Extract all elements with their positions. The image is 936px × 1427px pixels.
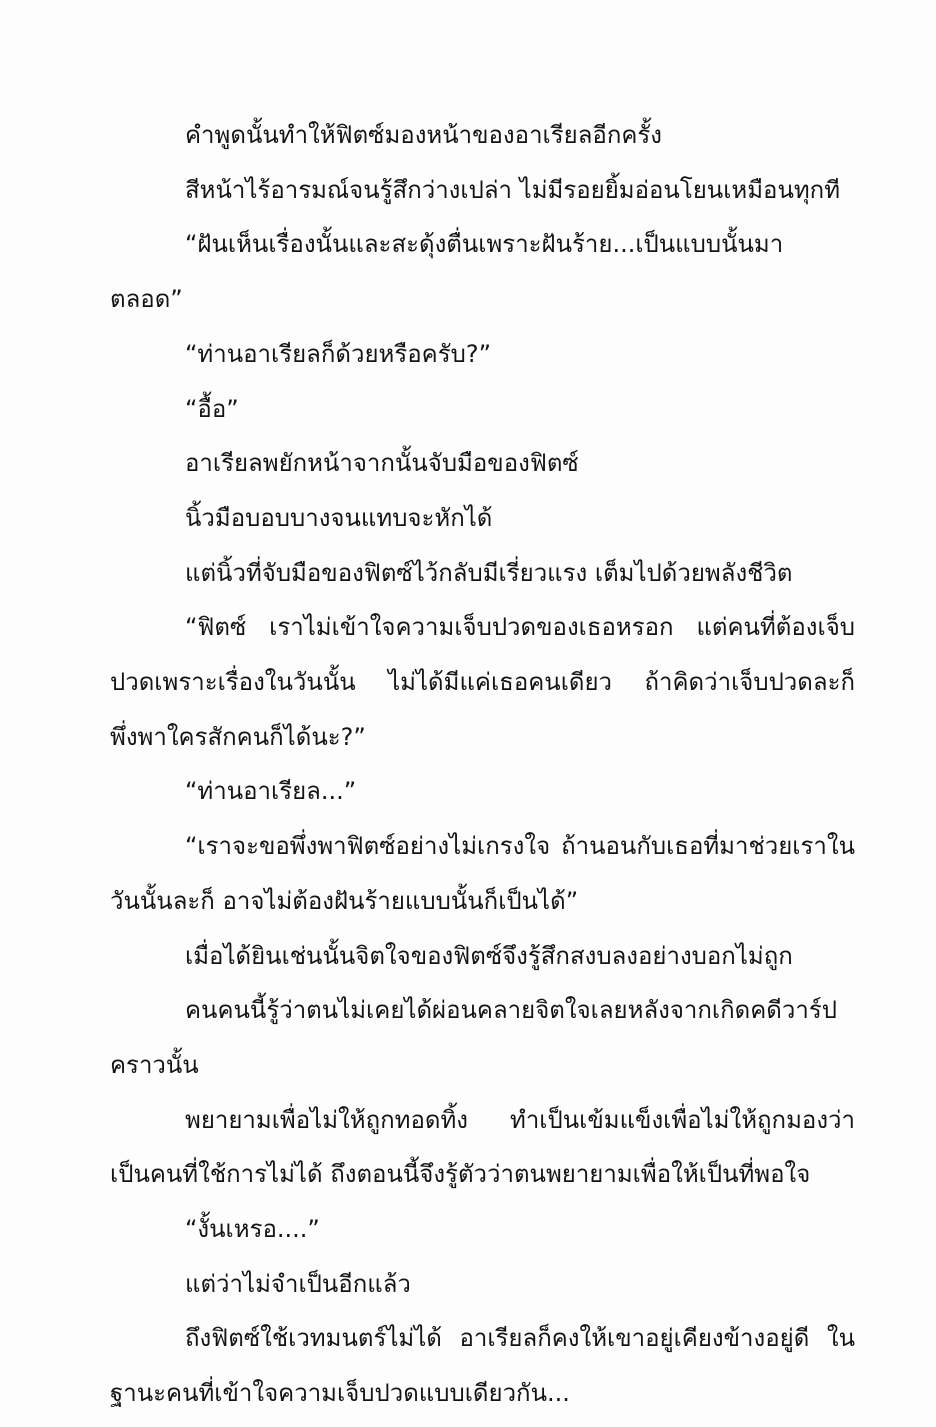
paragraph: คำพูดนั้นทำให้ฟิตซ์มองหน้าของอาเรียลอีกครั้ง — [185, 121, 663, 149]
paragraph: “เราจะขอพึ่งพาฟิตซ์อย่างไม่เกรงใจ ถ้านอนกับเธอที่มาช่วยเราในวันนั้นละก็ อาจไม่ต้องฝันร้ายแบบนั้นก็เป็นได้” — [110, 832, 855, 915]
paragraph: “ท่านอาเรียล...” — [185, 777, 357, 806]
paragraph: แต่นิ้วที่จับมือของฟิตซ์ไว้กลับมีเรี่ยวแรง เต็มไปด้วยพลังชีวิต — [185, 558, 793, 587]
body-text — [110, 108, 855, 1421]
paragraph: เมื่อได้ยินเช่นนั้นจิตใจของฟิตซ์จึงรู้สึกสงบลงอย่างบอกไม่ถูก — [185, 941, 793, 970]
paragraph: อาเรียลพยักหน้าจากนั้นจับมือของฟิตซ์ — [185, 449, 579, 478]
paragraph: แต่ว่าไม่จำเป็นอีกแล้ว — [185, 1269, 411, 1298]
paragraph: สีหน้าไร้อารมณ์จนรู้สึกว่างเปล่า ไม่มีรอยยิ้มอ่อนโยนเหมือนทุกที — [185, 175, 841, 204]
paragraph: “งั้นเหรอ....” — [185, 1215, 320, 1244]
paragraph: “ฝันเห็นเรื่องนั้นและสะดุ้งตื่นเพราะฝันร้าย...เป็นแบบนั้นมาตลอด” — [110, 230, 784, 314]
paragraph: ถึงฟิตซ์ใช้เวทมนตร์ไม่ได้ อาเรียลก็คงให้เขาอยู่เคียงข้างอยู่ดี ในฐานะคนที่เข้าใจความเจ็บปวดแบบเดียวกัน... — [110, 1324, 855, 1408]
paragraph: “ท่านอาเรียลก็ด้วยหรือครับ?” — [185, 339, 492, 368]
paragraph: “อื้อ” — [185, 394, 239, 423]
paragraph: นิ้วมือบอบบางจนแทบจะหักได้ — [185, 503, 493, 532]
paragraph: “ฟิตซ์ เราไม่เข้าใจความเจ็บปวดของเธอหรอก แต่คนที่ต้องเจ็บปวดเพราะเรื่องในวันนั้น ไม่ได้มีแค่เธอคนเดียว ถ้าคิดว่าเจ็บปวดละก็พึ่งพาใครสักคนก็ได้นะ?” — [110, 613, 855, 751]
paragraph: พยายามเพื่อไม่ให้ถูกทอดทิ้ง ทำเป็นเข้มแข็งเพื่อไม่ให้ถูกมองว่าเป็นคนที่ใช้การไม่ได้ ถึงตอนนี้จึงรู้ตัวว่าตนพยายามเพื่อให้เป็นที่พอใจ — [110, 1105, 855, 1189]
paragraph: คนคนนี้รู้ว่าตนไม่เคยได้ผ่อนคลายจิตใจเลยหลังจากเกิดคดีวาร์ปคราวนั้น — [110, 996, 837, 1079]
